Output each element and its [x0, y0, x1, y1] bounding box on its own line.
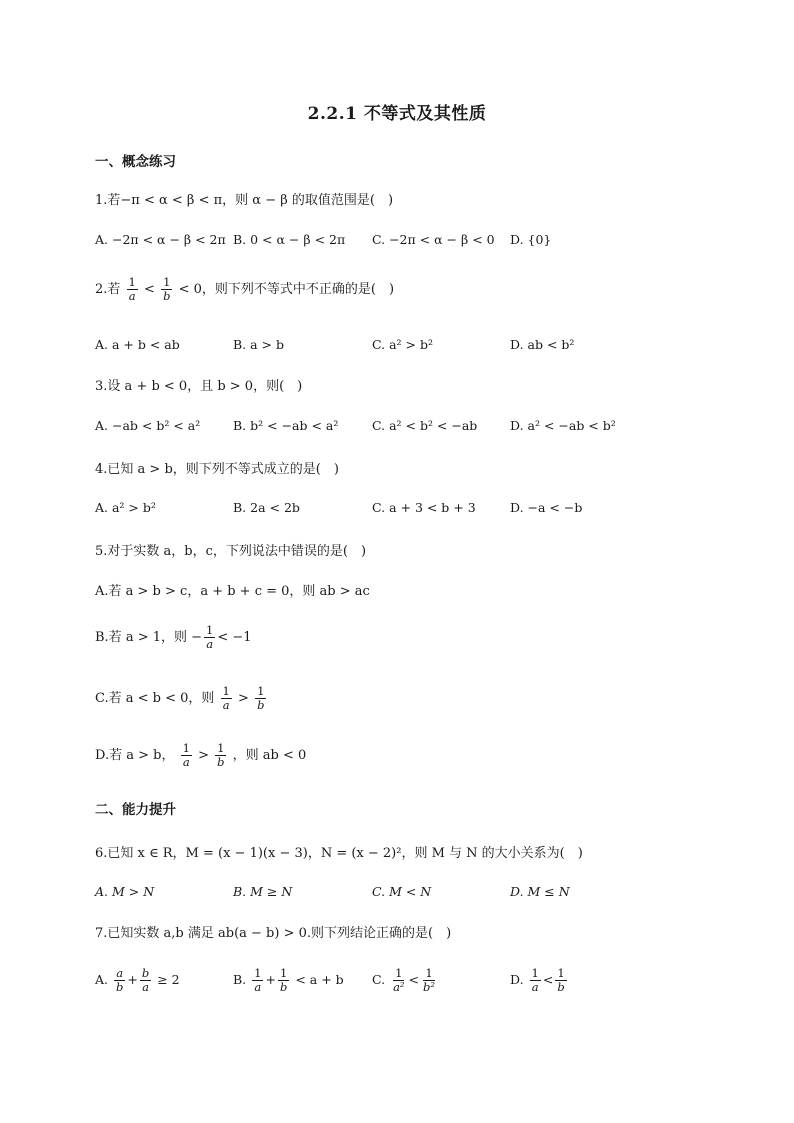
- denominator: a: [222, 698, 230, 712]
- question-7: 7.已知实数 a,b 满足 ab(a − b) > 0.则下列结论正确的是( ): [95, 926, 452, 941]
- numerator: b: [141, 966, 150, 980]
- option-d-suffix: ，则 ab < 0: [232, 748, 307, 763]
- denominator: b: [557, 980, 565, 994]
- option-d: D. {0}: [510, 232, 552, 247]
- fraction: [530, 967, 541, 994]
- denominator: a: [182, 755, 190, 769]
- option-c-prefix: C.若 a < b < 0，则: [95, 691, 215, 706]
- denominator: a²: [393, 980, 405, 994]
- section-heading-ability: 二、能力提升: [95, 802, 176, 818]
- denominator: b: [217, 755, 225, 769]
- option-c: C. −2π < α − β < 0: [372, 232, 495, 247]
- numerator: 1: [557, 966, 565, 980]
- option-b: B. 0 < α − β < 2π: [233, 232, 346, 247]
- q2-prefix: 2.若: [95, 282, 121, 297]
- numerator: a: [116, 966, 124, 980]
- operator: <: [408, 972, 420, 987]
- denominator: b: [257, 698, 265, 712]
- option-a: A. M > N: [95, 884, 155, 899]
- question-6: 6.已知 x ∈ R，M = (x − 1)(x − 3)，N = (x − 2)²，则 M 与 N 的大小关系为( ): [95, 846, 583, 861]
- numerator: 1: [128, 275, 136, 289]
- option-d-operator: >: [198, 748, 209, 763]
- section-heading-concept: 一、概念练习: [95, 154, 176, 170]
- question-1: 1.若−π < α < β < π，则 α − β 的取值范围是( ): [95, 193, 394, 208]
- option-b: B. b² < −ab < a²: [233, 418, 339, 433]
- fraction: [114, 967, 125, 994]
- numerator: 1: [254, 966, 262, 980]
- denominator: a: [128, 289, 136, 303]
- option-c: [372, 967, 439, 994]
- fraction: [278, 967, 289, 994]
- fraction: [204, 624, 215, 651]
- numerator: 1: [257, 684, 265, 698]
- option-d: D. ab < b²: [510, 337, 575, 352]
- option-d: D. M ≤ N: [510, 884, 570, 899]
- option-b: B. 2a < 2b: [233, 500, 300, 515]
- operator: +: [265, 972, 276, 987]
- option-b-suffix: < −1: [217, 630, 252, 645]
- fraction: [255, 685, 266, 712]
- option-suffix: ≥ 2: [157, 972, 180, 987]
- fraction: [161, 276, 172, 303]
- question-5-option-b: [95, 624, 252, 651]
- fraction: [252, 967, 263, 994]
- question-5-option-c: [95, 685, 268, 712]
- q2-suffix: < 0，则下列不等式中不正确的是( ): [178, 282, 395, 297]
- option-suffix: < a + b: [295, 972, 344, 987]
- option-b-prefix: B.若 a > 1，则 −: [95, 630, 203, 645]
- question-4: 4.已知 a > b，则下列不等式成立的是( ): [95, 462, 339, 477]
- numerator: 1: [425, 966, 433, 980]
- denominator: b: [163, 289, 171, 303]
- denominator: a: [531, 980, 539, 994]
- option-a: [95, 967, 180, 994]
- numerator: 1: [206, 623, 214, 637]
- fraction: [421, 967, 437, 994]
- question-5: 5.对于实数 a，b，c，下列说法中错误的是( ): [95, 544, 367, 559]
- fraction: [127, 276, 138, 303]
- numerator: 1: [531, 966, 539, 980]
- option-b: [233, 967, 344, 994]
- fraction: [555, 967, 566, 994]
- fraction: [221, 685, 232, 712]
- option-d-prefix: D.若 a > b，: [95, 748, 175, 763]
- fraction: [391, 967, 406, 994]
- denominator: b²: [423, 980, 436, 994]
- numerator: 1: [395, 966, 403, 980]
- question-5-option-d: [95, 742, 306, 769]
- option-c: C. a² > b²: [372, 337, 433, 352]
- numerator: 1: [182, 741, 190, 755]
- option-b: B. a > b: [233, 337, 285, 352]
- operator: +: [127, 972, 138, 987]
- option-label: C.: [372, 972, 386, 987]
- operator: <: [542, 972, 554, 987]
- denominator: a: [142, 980, 149, 994]
- option-c: C. a + 3 < b + 3: [372, 500, 476, 515]
- denominator: b: [279, 980, 288, 994]
- option-a: A. a² > b²: [95, 500, 156, 515]
- fraction: [140, 967, 151, 994]
- numerator: 1: [217, 741, 225, 755]
- option-a: A. −ab < b² < a²: [95, 418, 201, 433]
- option-a: A. a + b < ab: [95, 337, 180, 352]
- option-label: B.: [233, 972, 247, 987]
- option-b: B. M ≥ N: [233, 884, 293, 899]
- fraction: [215, 742, 226, 769]
- fraction: [181, 742, 192, 769]
- numerator: 1: [279, 966, 288, 980]
- question-2: [95, 276, 394, 303]
- page-title: 2.2.1 不等式及其性质: [307, 104, 487, 124]
- denominator: a: [254, 980, 262, 994]
- option-c: C. a² < b² < −ab: [372, 418, 478, 433]
- question-5-option-a: A.若 a > b > c，a + b + c = 0，则 ab > ac: [95, 584, 370, 599]
- denominator: b: [116, 980, 124, 994]
- denominator: a: [206, 637, 214, 651]
- question-3: 3.设 a + b < 0，且 b > 0，则( ): [95, 379, 303, 394]
- numerator: 1: [222, 684, 230, 698]
- option-c: C. M < N: [372, 884, 432, 899]
- q2-operator: <: [144, 282, 155, 297]
- option-label: D.: [510, 972, 524, 987]
- option-label: A.: [95, 972, 109, 987]
- option-a: A. −2π < α − β < 2π: [95, 232, 226, 247]
- option-d: D. a² < −ab < b²: [510, 418, 616, 433]
- option-d: D. −a < −b: [510, 500, 583, 515]
- numerator: 1: [163, 275, 171, 289]
- option-c-operator: >: [238, 691, 249, 706]
- option-d: [510, 967, 569, 994]
